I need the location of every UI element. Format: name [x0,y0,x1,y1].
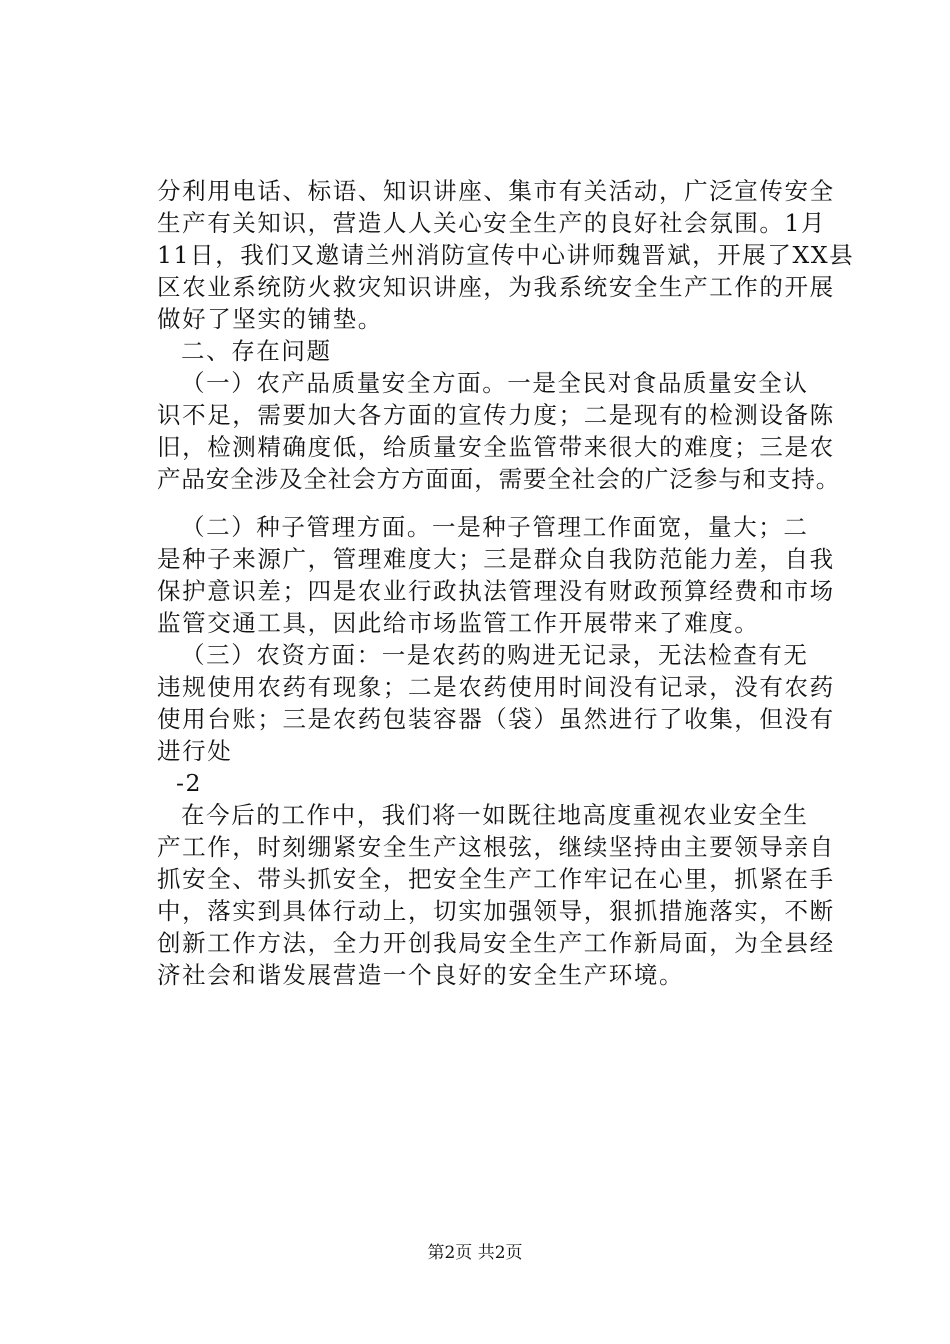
text-line: （一）农产品质量安全方面。一是全民对食品质量安全认 [181,369,809,397]
text-line: 进行处 [157,737,233,765]
text-line: 分利用电话、标语、知识讲座、集市有关活动，广泛宣传安全 [157,177,835,205]
page-break-marker: -2 [176,769,203,797]
text-line: 识不足，需要加大各方面的宣传力度；二是现有的检测设备陈 [157,401,835,429]
text-line: 保护意识差；四是农业行政执法管理没有财政预算经费和市场 [157,577,835,605]
text-line: （二）种子管理方面。一是种子管理工作面宽，量大；二 [181,513,809,541]
text-line: 生产有关知识，营造人人关心安全生产的良好社会氛围。1月 [157,209,827,237]
text-line: 区农业系统防火救灾知识讲座，为我系统安全生产工作的开展 [157,273,835,301]
text-line: 抓安全、带头抓安全，把安全生产工作牢记在心里，抓紧在手 [157,865,835,893]
text-line: 产品安全涉及全社会方方面面，需要全社会的广泛参与和支持。 [157,465,841,493]
section-heading: 二、存在问题 [181,337,332,365]
text-line: 使用台账；三是农药包装容器（袋）虽然进行了收集，但没有 [157,705,835,733]
text-line: 济社会和谐发展营造一个良好的安全生产环境。 [157,961,685,989]
text-line: 违规使用农药有现象；二是农药使用时间没有记录，没有农药 [157,673,835,701]
text-line: 是种子来源广，管理难度大；三是群众自我防范能力差，自我 [157,545,835,573]
text-line: 11日，我们又邀请兰州消防宣传中心讲师魏晋斌，开展了XX县 [157,241,855,269]
text-line: 监管交通工具，因此给市场监管工作开展带来了难度。 [157,609,760,637]
page-footer: 第2页 共2页 [427,1243,523,1263]
text-line: （三）农资方面：一是农药的购进无记录，无法检查有无 [181,641,809,669]
text-line: 旧，检测精确度低，给质量安全监管带来很大的难度；三是农 [157,433,835,461]
text-line: 做好了坚实的铺垫。 [157,305,383,333]
text-line: 中，落实到具体行动上，切实加强领导，狠抓措施落实，不断 [157,897,835,925]
text-line: 产工作，时刻绷紧安全生产这根弦，继续坚持由主要领导亲自 [157,833,835,861]
text-line: 创新工作方法，全力开创我局安全生产工作新局面，为全县经 [157,929,835,957]
text-line: 在今后的工作中，我们将一如既往地高度重视农业安全生 [181,801,809,829]
